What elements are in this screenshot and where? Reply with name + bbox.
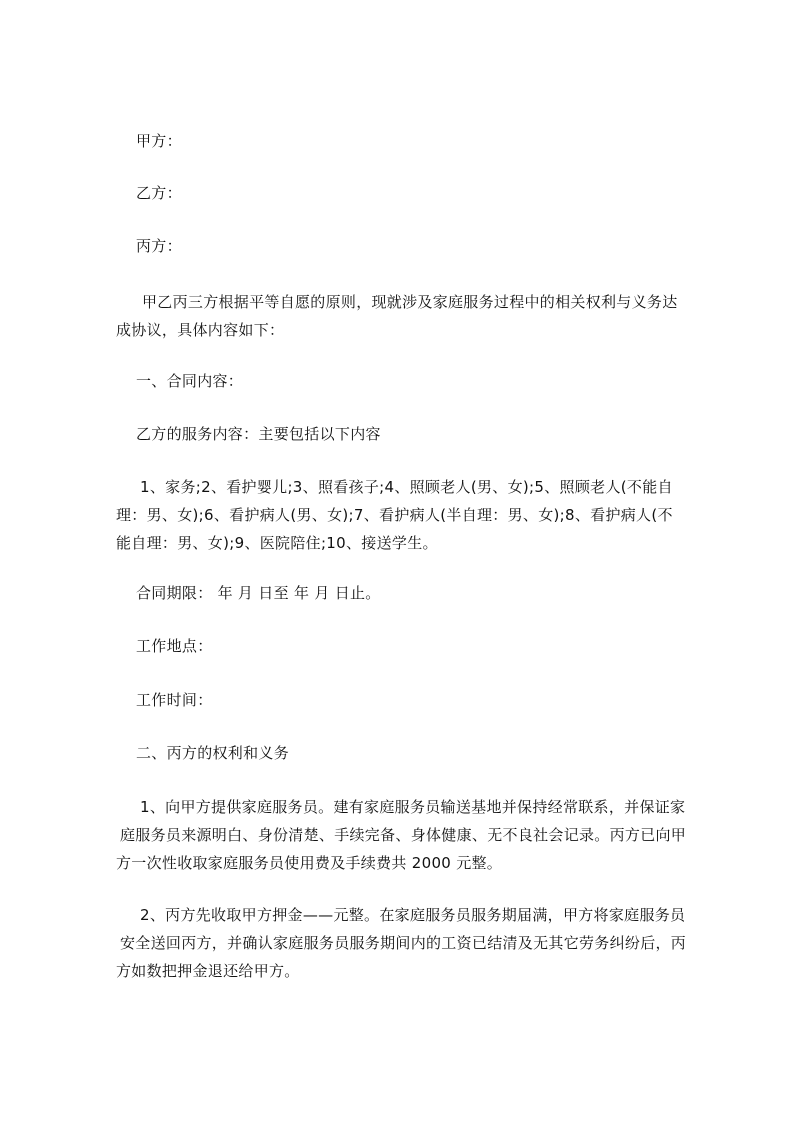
clause-2-line-2: 安全送回丙方，并确认家庭服务员服务期间内的工资已结清及无其它劳务纠纷后，丙 (120, 934, 687, 952)
services-line-1: 1、家务;2、看护婴儿;3、照看孩子;4、照顾老人(男、女);5、照顾老人(不能自 (140, 478, 673, 496)
work-location: 工作地点： (136, 637, 213, 655)
party-b-label: 乙方： (136, 184, 182, 202)
clause-2-line-1: 2、丙方先收取甲方押金——元整。在家庭服务员服务期届满，甲方将家庭服务员 (140, 906, 686, 924)
party-c-label: 丙方： (136, 237, 182, 255)
section-2-heading: 二、丙方的权利和义务 (136, 744, 290, 762)
clause-1-line-1: 1、向甲方提供家庭服务员。建有家庭服务员输送基地并保持经常联系，并保证家 (140, 798, 686, 816)
clause-1-line-2: 庭服务员来源明白、身份清楚、手续完备、身体健康、无不良社会记录。丙方已向甲 (120, 826, 687, 844)
intro-line-2: 成协议，具体内容如下： (116, 321, 285, 339)
intro-line-1: 甲乙丙三方根据平等自愿的原则，现就涉及家庭服务过程中的相关权利与义务达 (142, 293, 678, 311)
section-1-heading: 一、合同内容： (136, 372, 244, 390)
services-line-3: 能自理：男、女);9、医院陪住;10、接送学生。 (116, 534, 438, 552)
party-a-label: 甲方： (136, 132, 182, 150)
contract-term: 合同期限： 年 月 日至 年 月 日止。 (136, 584, 381, 602)
clause-1-line-3: 方一次性收取家庭服务员使用费及手续费共 2000 元整。 (116, 854, 503, 872)
clause-2-line-3: 方如数把押金退还给甲方。 (116, 962, 300, 980)
work-hours: 工作时间： (136, 691, 213, 709)
service-intro: 乙方的服务内容：主要包括以下内容 (136, 425, 381, 443)
services-line-2: 理：男、女);6、看护病人(男、女);7、看护病人(半自理：男、女);8、看护病人(不 (116, 506, 673, 524)
